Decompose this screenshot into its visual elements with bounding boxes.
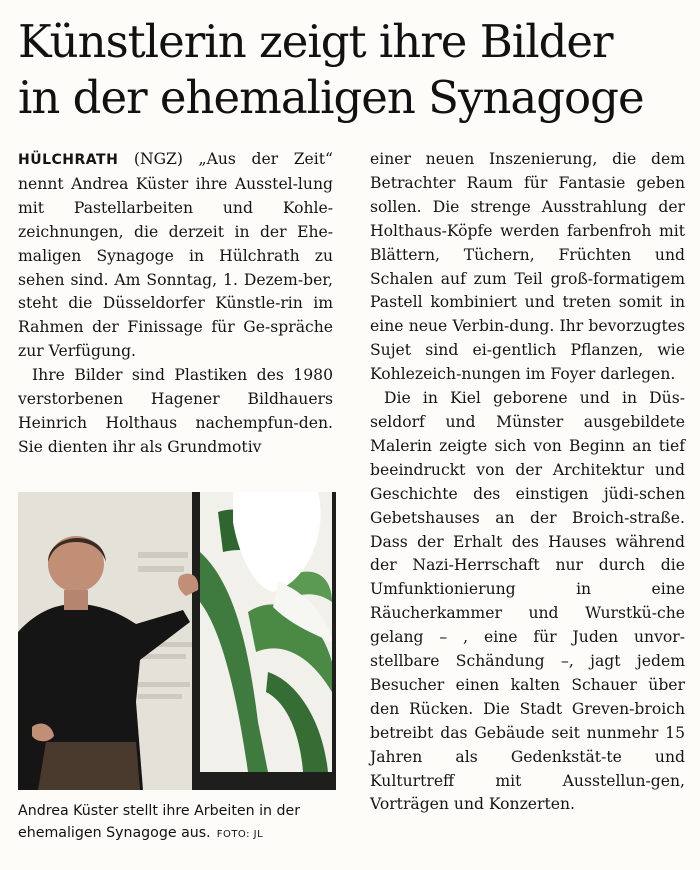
dateline: HÜLCHRATH — [18, 152, 119, 168]
caption-text: Andrea Küster stellt ihre Arbeiten in der ehemaligen Synagoge aus. — [18, 803, 301, 841]
headline-line-2: in der ehemaligen Synagoge — [18, 71, 644, 124]
article-paragraph — [18, 148, 333, 364]
article-paragraph: einer neuen Inszenierung, die dem Betrachter Raum für Fantasie geben sollen. Die strenge Ausstrahlung der Holthaus-Köpfe werden farbenfroh mit Blättern, Tüchern, Früchten und Schalen auf zum Teil groß-formatigem Pastell kombiniert und treten somit in eine neue Verbin-dung. Ihr bevorzugtes Sujet sind ei-gentlich Pflanzen, wie Kohlezeich-nungen im Foyer darlegen. — [370, 150, 685, 384]
headline — [18, 14, 688, 126]
article-photo — [18, 492, 336, 790]
article-paragraph: Die in Kiel geborene und in Düs-seldorf und Münster ausgebildete Malerin zeigte sich von Beginn an tief beeindruckt von der Architektur und Geschichte des einstigen jüdi-schen Gebetshauses an der Broich-straße. Dass der Erhalt des Hauses während der Nazi-Herrschaft nur durch die Umfunktionierung in eine Räucherkammer und Wurstkü-che gelang – , eine für Juden unvor-stellbare Schändung –, jagt jedem Besucher einen kalten Schauer über den Rücken. Die Stadt Greven-broich betreibt das Gebäude seit nunmehr 15 Jahren als Gedenkstät-te und Kulturtreff mit Ausstellun-gen, Vorträgen und Konzerten. — [370, 389, 685, 814]
article-paragraph: Ihre Bilder sind Plastiken des 1980 verstorbenen Hagener Bildhauers Heinrich Holthaus nachempfun-den. Sie dienten ihr als Grundmotiv — [18, 366, 333, 456]
photo-caption — [18, 800, 348, 846]
headline-line-1: Künstlerin zeigt ihre Bilder — [18, 15, 613, 68]
article-column-right — [370, 148, 685, 817]
photo-credit: FOTO: JL — [216, 829, 264, 840]
paragraph-text: (NGZ) „Aus der Zeit“ nennt Andrea Küster ihre Ausstel-lung mit Pastellarbeiten und Kohle-zeichnungen, die derzeit in der Ehe-maligen Synagoge in Hülchrath zu sehen sind. Am Sonntag, 1. Dezem-ber, steht die Düsseldorfer Künstle-rin im Rahmen der Finissage für Ge-spräche zur Verfügung. — [18, 150, 333, 361]
article-column-left — [18, 148, 333, 460]
photo-illustration — [18, 492, 336, 790]
